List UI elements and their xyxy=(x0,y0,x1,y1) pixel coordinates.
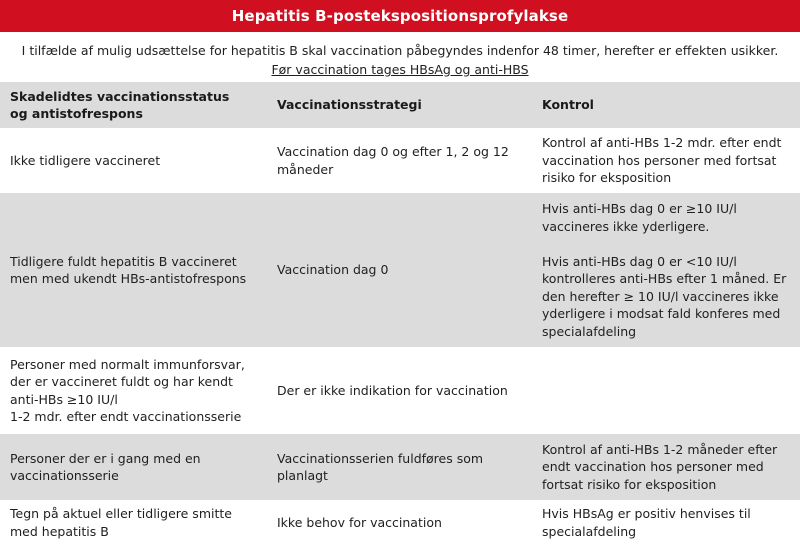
table-row xyxy=(0,193,800,347)
cell-control: Kontrol af anti-HBs 1-2 måneder efter endt vaccination hos personer med fortsat risiko for eksposition xyxy=(532,434,800,500)
cell-control xyxy=(532,347,800,434)
cell-status: Ikke tidligere vaccineret xyxy=(0,128,267,193)
cell-control: Hvis HBsAg er positiv henvises til specialafdeling xyxy=(532,500,800,545)
table-header-row xyxy=(0,82,800,128)
page-title: Hepatitis B-postekspositionsprofylakse xyxy=(0,0,800,32)
cell-strategy: Vaccination dag 0 xyxy=(267,193,532,347)
cell-strategy: Der er ikke indikation for vaccination xyxy=(267,347,532,434)
header-control: Kontrol xyxy=(532,82,800,128)
table-row xyxy=(0,500,800,545)
intro-text xyxy=(0,32,800,82)
prophylaxis-table xyxy=(0,82,800,545)
header-status: Skadelidtes vaccinationsstatus og antistofrespons xyxy=(0,82,267,128)
header-strategy: Vaccinationsstrategi xyxy=(267,82,532,128)
table-row xyxy=(0,128,800,193)
cell-control: Kontrol af anti-HBs 1-2 mdr. efter endt vaccination hos personer med fortsat risiko for eksposition xyxy=(532,128,800,193)
cell-strategy: Vaccination dag 0 og efter 1, 2 og 12 måneder xyxy=(267,128,532,193)
intro-line-1: I tilfælde af mulig udsættelse for hepatitis B skal vaccination påbegyndes indenfor 48 timer, herefter er effekten usikker. xyxy=(21,43,779,58)
intro-line-2: Før vaccination tages HBsAg og anti-HBS xyxy=(271,62,529,77)
cell-control: Hvis anti-HBs dag 0 er ≥10 IU/l vaccineres ikke yderligere. Hvis anti-HBs dag 0 er <10 IU/l kontrolleres anti-HBs efter 1 måned. Er den herefter ≥ 10 IU/l vaccineres ikke yderligere i modsat fald konferes med specialafdeling xyxy=(532,193,800,347)
cell-status: Personer der er i gang med en vaccinationsserie xyxy=(0,434,267,500)
table-row xyxy=(0,347,800,434)
cell-status: Tidligere fuldt hepatitis B vaccineret men med ukendt HBs-antistofrespons xyxy=(0,193,267,347)
cell-strategy: Ikke behov for vaccination xyxy=(267,500,532,545)
table-row xyxy=(0,434,800,500)
cell-status: Personer med normalt immunforsvar, der er vaccineret fuldt og har kendt anti-HBs ≥10 IU/l 1-2 mdr. efter endt vaccinationsserie xyxy=(0,347,267,434)
cell-strategy: Vaccinationsserien fuldføres som planlagt xyxy=(267,434,532,500)
cell-status: Tegn på aktuel eller tidligere smitte med hepatitis B xyxy=(0,500,267,545)
